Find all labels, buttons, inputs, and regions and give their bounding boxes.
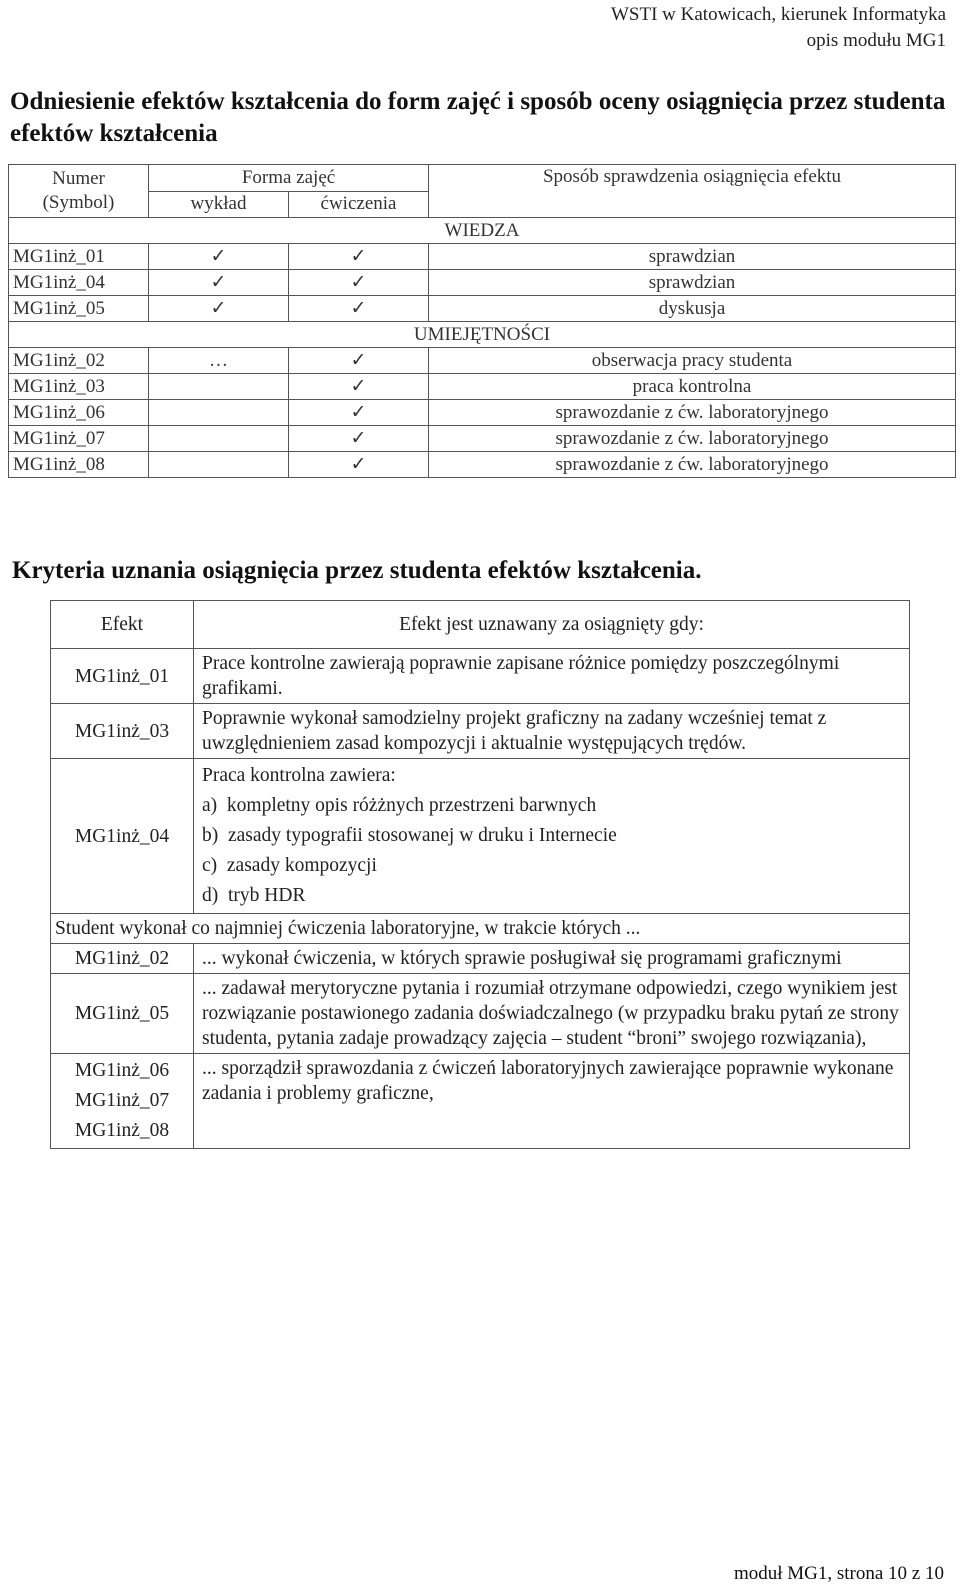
effect-code: MG1inż_04 xyxy=(51,759,194,914)
check-icon: ✓ xyxy=(350,349,367,371)
criteria-title: Kryteria uznania osiągnięcia przez studenta efektów kształcenia. xyxy=(12,557,702,584)
table-row xyxy=(51,649,910,704)
effect-code: MG1inż_02 xyxy=(9,348,149,374)
check-icon: ✓ xyxy=(350,401,367,423)
check-icon: ✓ xyxy=(350,453,367,475)
criterion-intro: Praca kontrolna zawiera: xyxy=(202,765,396,786)
header-institution: WSTI w Katowicach, kierunek Informatyka xyxy=(610,4,946,25)
check-icon: ✓ xyxy=(210,297,227,319)
effect-code: MG1inż_08 xyxy=(9,452,149,478)
criterion-text: Poprawnie wykonał samodzielny projekt graficzny na zadany wcześniej temat z uwzględnieniem zasad kompozycji i aktualnie występujących trędów. xyxy=(194,704,910,759)
running-header xyxy=(611,2,946,54)
assessment-method: sprawozdanie z ćw. laboratoryjnego xyxy=(429,452,956,478)
effect-code: MG1inż_01 xyxy=(9,244,149,270)
assessment-method: praca kontrolna xyxy=(429,374,956,400)
effect-code: MG1inż_06 xyxy=(9,400,149,426)
criterion-text: Prace kontrolne zawierają poprawnie zapisane różnice pomiędzy poszczególnymi grafikami. xyxy=(194,649,910,704)
check-icon: ✓ xyxy=(350,271,367,293)
effect-code: MG1inż_03 xyxy=(51,704,194,759)
efekt-header: Efekt xyxy=(51,601,194,649)
numer-symbol-header: Numer (Symbol) xyxy=(9,165,149,218)
table-row xyxy=(9,400,956,426)
assessment-method: sprawozdanie z ćw. laboratoryjnego xyxy=(429,426,956,452)
criteria-table xyxy=(50,600,910,1149)
check-icon: ✓ xyxy=(350,297,367,319)
umiejetnosci-section: UMIEJĘTNOŚCI xyxy=(9,322,956,348)
criteria-header: Efekt jest uznawany za osiągnięty gdy: xyxy=(194,601,910,649)
table-row xyxy=(9,426,956,452)
criterion-text: ... wykonał ćwiczenia, w których sprawie posługiwał się programami graficznymi xyxy=(194,944,910,974)
assessment-method: obserwacja pracy studenta xyxy=(429,348,956,374)
table-row xyxy=(51,974,910,1054)
forma-zajec-header: Forma zajęć xyxy=(149,165,429,192)
check-icon: ✓ xyxy=(350,375,367,397)
table-row xyxy=(9,452,956,478)
table-row xyxy=(51,759,910,914)
section-title: Odniesienie efektów kształcenia do form zajęć i sposób oceny osiągnięcia przez studenta efektów kształcenia xyxy=(10,88,946,147)
criterion-list xyxy=(194,759,910,914)
effects-forms-table xyxy=(8,164,956,478)
effect-code: MG1inż_02 xyxy=(51,944,194,974)
criterion-text: ... sporządził sprawozdania z ćwiczeń laboratoryjnych zawierające poprawnie wykonane zadania i problemy graficzne, xyxy=(194,1054,910,1149)
effect-code: MG1inż_04 xyxy=(9,270,149,296)
ellipsis-mark: … xyxy=(149,348,289,374)
assessment-method: sprawdzian xyxy=(429,244,956,270)
table-row xyxy=(9,348,956,374)
assessment-method: sprawdzian xyxy=(429,270,956,296)
effect-code: MG1inż_05 xyxy=(51,974,194,1054)
table-row xyxy=(51,1054,910,1149)
effect-codes: MG1inż_06 MG1inż_07 MG1inż_08 xyxy=(51,1054,194,1149)
table-row xyxy=(51,944,910,974)
cwiczenia-header: ćwiczenia xyxy=(289,191,429,218)
list-item: d) tryb HDR xyxy=(202,885,306,906)
page-footer: moduł MG1, strona 10 z 10 xyxy=(733,1563,944,1584)
check-icon: ✓ xyxy=(350,427,367,449)
wyklad-header: wykład xyxy=(149,191,289,218)
check-icon: ✓ xyxy=(210,271,227,293)
criterion-text: ... zadawał merytoryczne pytania i rozumiał otrzymane odpowiedzi, czego wynikiem jest rozwiązanie postawionego zadania doświadczalnego (w przypadku braku pytań ze strony studenta, pytania zadaje prowadzący zajęcia – student “broni” swojego rozwiązania), xyxy=(194,974,910,1054)
assessment-method: sprawozdanie z ćw. laboratoryjnego xyxy=(429,400,956,426)
effect-code: MG1inż_07 xyxy=(9,426,149,452)
wiedza-section: WIEDZA xyxy=(9,218,956,244)
lab-exercises-note: Student wykonał co najmniej ćwiczenia laboratoryjne, w trakcie których ... xyxy=(51,914,910,944)
table-row xyxy=(9,270,956,296)
table-row xyxy=(9,244,956,270)
table-row xyxy=(9,374,956,400)
effect-code: MG1inż_05 xyxy=(9,296,149,322)
check-icon: ✓ xyxy=(350,245,367,267)
list-item: b) zasady typografii stosowanej w druku i Internecie xyxy=(202,825,617,846)
list-item: a) kompletny opis różżnych przestrzeni barwnych xyxy=(202,795,597,816)
effect-code: MG1inż_03 xyxy=(9,374,149,400)
check-icon: ✓ xyxy=(210,245,227,267)
effect-code: MG1inż_01 xyxy=(51,649,194,704)
table-row xyxy=(51,704,910,759)
sposob-header: Sposób sprawdzenia osiągnięcia efektu xyxy=(429,165,956,218)
header-module: opis modułu MG1 xyxy=(806,30,946,51)
table-row xyxy=(9,296,956,322)
assessment-method: dyskusja xyxy=(429,296,956,322)
list-item: c) zasady kompozycji xyxy=(202,855,377,876)
